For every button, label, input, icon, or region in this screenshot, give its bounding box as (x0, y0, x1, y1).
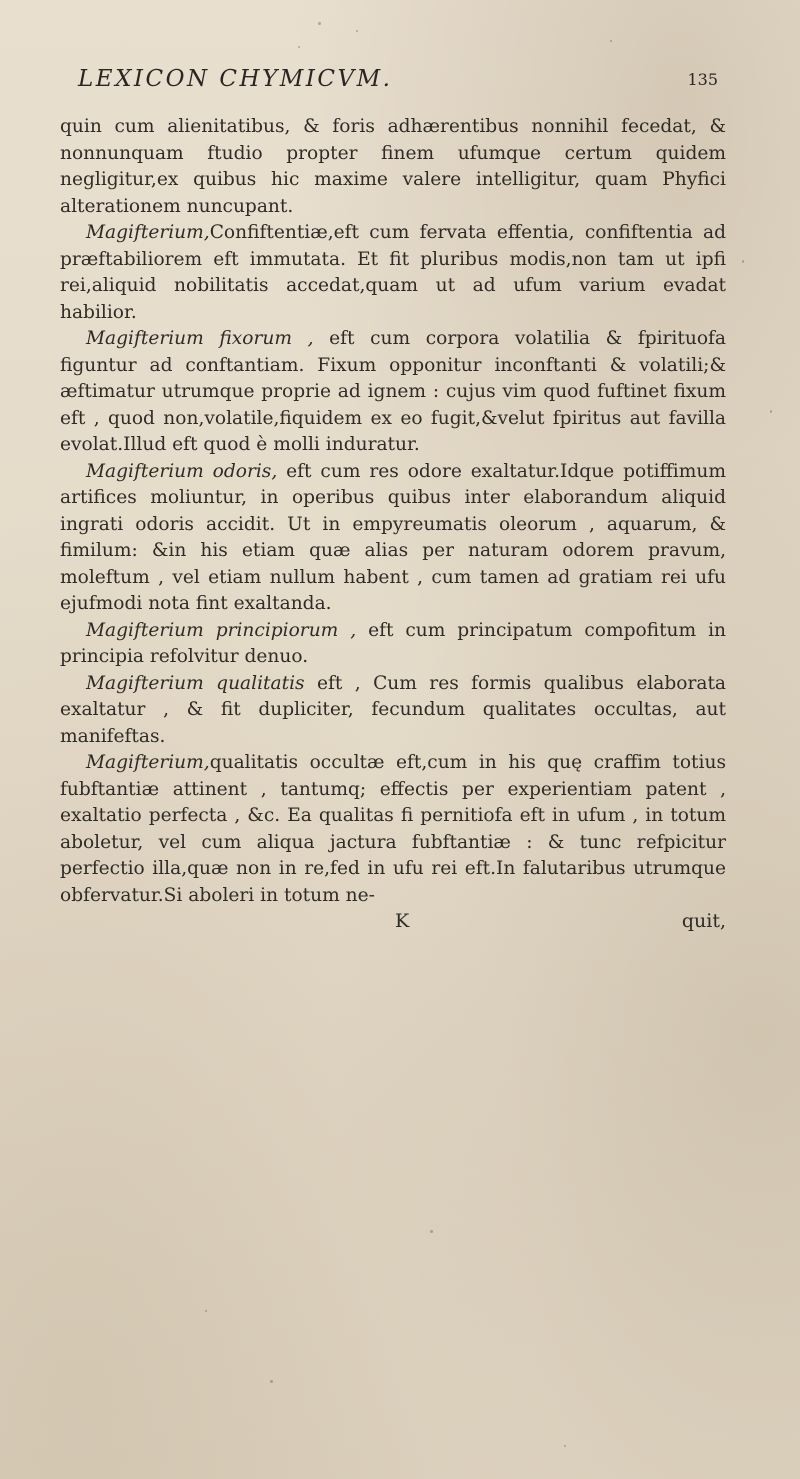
signature-mark: K (395, 910, 410, 932)
entry-text: eft cum res odore exaltatur.Idque potiffimum artifices moliuntur, in operibus quibus inter elaborandum aliquid ingrati odoris accidit. Ut in empyreumatis oleorum , aquarum, & fimilum: &in his etiam quæ alias per naturam odorem pravum, moleftum , vel etiam nullum habent , cum tamen ad gratiam rei ufu ejufmodi nota fint exaltanda. (60, 460, 726, 614)
entry-magisterium-qualitatis (60, 671, 726, 751)
body-text (60, 114, 726, 909)
page-footer (60, 910, 726, 938)
entry-magisterium-qualitatis-occultae (60, 750, 726, 909)
entry-text: eft cum principatum compofitum in principia refolvitur denuo. (60, 619, 726, 667)
entry-text: eft , Cum res formis qualibus elaborata exaltatur , & fit dupliciter, fecundum qualitates occultas, aut manifeftas. (60, 672, 726, 747)
page-number: 135 (687, 70, 718, 89)
entry-term: Magifterium principiorum , (86, 619, 357, 641)
entry-term: Magifterium odoris, (86, 460, 278, 482)
entry-magisterium-principiorum (60, 618, 726, 671)
catchword: quit, (681, 910, 726, 932)
entry-text: qualitatis occultæ eft,cum in his quę craffim totius fubftantiæ attinent , tantumq; effectis per experientiam patent , exaltatio perfecta , &c. Ea qualitas fi pernitiofa eft in ufum , in totum aboletur, vel cum aliqua jactura fubftantiæ : & tunc refpicitur perfectio illa,quæ non in re,fed in ufu rei eft.In falutaribus utrumque obfervatur.Si aboleri in totum ne- (60, 752, 726, 906)
entry-term: Magifterium fixorum , (86, 328, 314, 349)
running-title: LEXICON CHYMICVM. (78, 66, 393, 92)
entry-magisterium-consistentiae (60, 220, 726, 326)
entry-magisterium-fixorum (60, 326, 726, 459)
entry-magisterium-odoris (60, 459, 726, 618)
entry-text: Confiftentiæ,eft cum fervata effentia, confiftentia ad præftabiliorem eft immutata. Et fit pluribus modis,non tam ut ipfi rei,aliquid nobilitatis accedat,quam ut ad ufum varium evadat habilior. (60, 222, 726, 323)
paragraph-continuation (60, 114, 726, 220)
entry-term: Magifterium, (86, 752, 210, 773)
page-header (78, 66, 718, 106)
entry-term: Magifterium qualitatis (86, 672, 305, 694)
entry-text: eft cum corpora volatilia & fpirituofa figuntur ad conftantiam. Fixum opponitur inconftanti & volatili;& æftimatur utrumque proprie ad ignem : cujus vim quod fuftinet fixum eft , quod non,volatile,fiquidem ex eo fugit,&velut fpiritus aut favilla evolat.Illud eft quod è molli induratur. (60, 328, 726, 455)
entry-text: quin cum alienitatibus, & foris adhærentibus nonnihil fecedat, & nonnunquam ftudio propter finem ufumque certum quidem negligitur,ex quibus hic maxime valere intelligitur, quam Phyfici alterationem nuncupant. (60, 116, 726, 217)
entry-term: Magifterium, (86, 222, 210, 243)
